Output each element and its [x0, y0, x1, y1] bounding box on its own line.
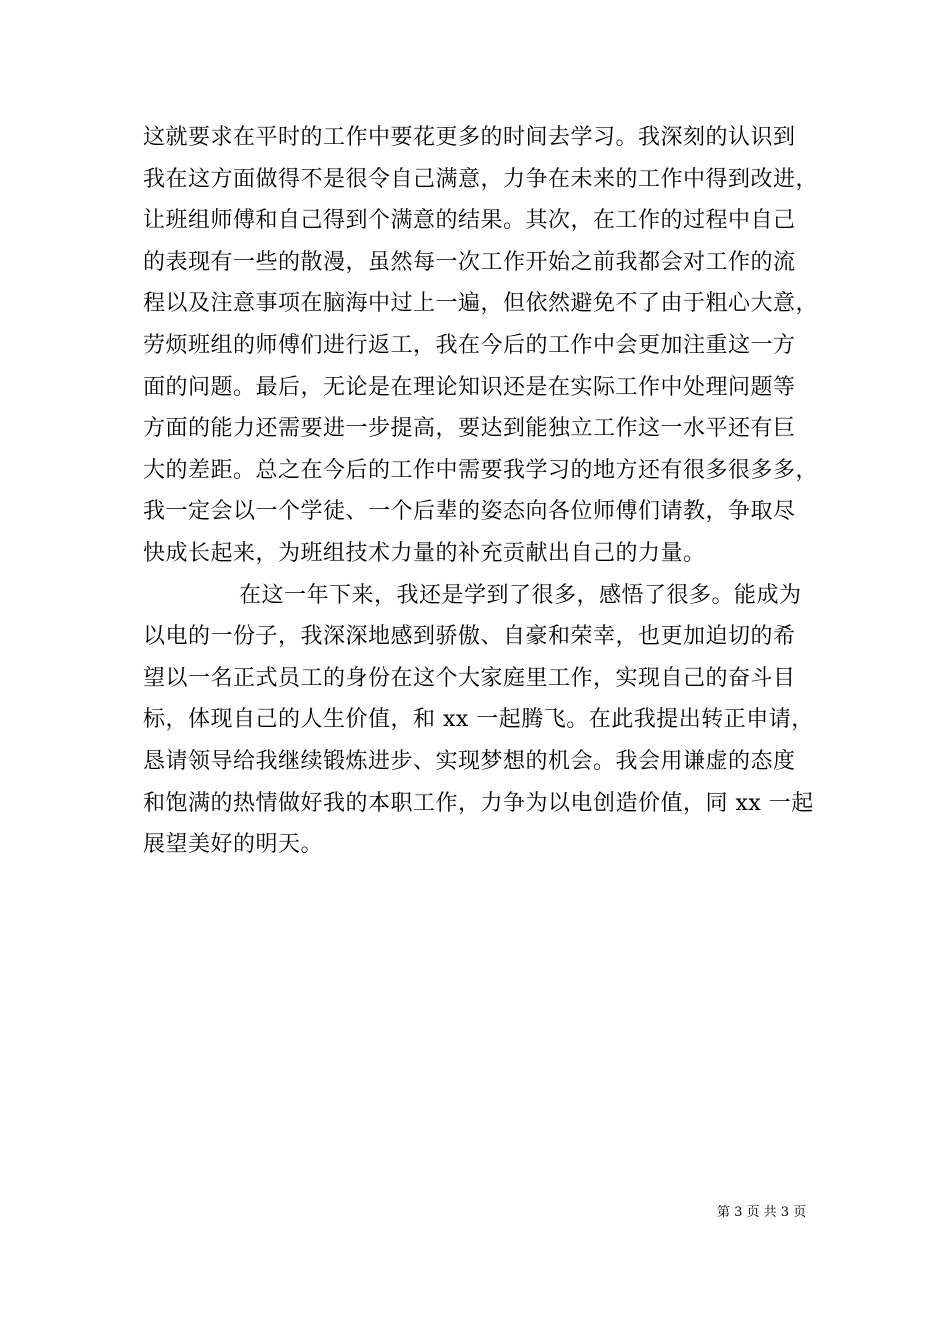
text-line: 我一定会以一个学徒、一个后辈的姿态向各位师傅们请教，争取尽 [143, 499, 796, 525]
text-line: 让班组师傅和自己得到个满意的结果。其次，在工作的过程中自己 [143, 208, 796, 234]
text-line: 的表现有一些的散漫，虽然每一次工作开始之前我都会对工作的流 [143, 249, 796, 275]
text-line: 恳请领导给我继续锻炼进步、实现梦想的机会。我会用谦虚的态度 [143, 748, 796, 774]
text-line: 和饱满的热情做好我的本职工作，力争为以电创造价值，同 xx 一起 [143, 790, 814, 816]
text-line: 以电的一份子，我深深地感到骄傲、自豪和荣幸，也更加迫切的希 [143, 624, 796, 650]
text-line: 我在这方面做得不是很令自己满意，力争在未来的工作中得到改进， [143, 166, 819, 192]
paragraph-1 [143, 117, 823, 575]
text-line: 展望美好的明天。 [143, 832, 324, 858]
text-line: 标，体现自己的人生价值，和 xx 一起腾飞。在此我提出转正申请， [143, 707, 814, 733]
text-line: 望以一名正式员工的身份在这个大家庭里工作，实现自己的奋斗目 [143, 665, 796, 691]
text-line: 面的问题。最后，无论是在理论知识还是在实际工作中处理问题等 [143, 374, 796, 400]
text-line: 劳烦班组的师傅们进行返工，我在今后的工作中会更加注重这一方 [143, 332, 796, 358]
page-number-footer: 第 3 页 共 3 页 [717, 1205, 807, 1220]
text-line: 快成长起来，为班组技术力量的补充贡献出自己的力量。 [143, 540, 706, 566]
text-line: 方面的能力还需要进一步提高，要达到能独立工作这一水平还有巨 [143, 416, 796, 442]
text-line: 大的差距。总之在今后的工作中需要我学习的地方还有很多很多多， [143, 457, 819, 483]
text-line: 在这一年下来，我还是学到了很多，感悟了很多。能成为 [239, 582, 802, 608]
text-line: 这就要求在平时的工作中要花更多的时间去学习。我深刻的认识到 [143, 125, 796, 150]
paragraph-2 [143, 575, 823, 866]
text-line: 程以及注意事项在脑海中过上一遍，但依然避免不了由于粗心大意， [143, 291, 819, 317]
document-body [143, 117, 823, 866]
